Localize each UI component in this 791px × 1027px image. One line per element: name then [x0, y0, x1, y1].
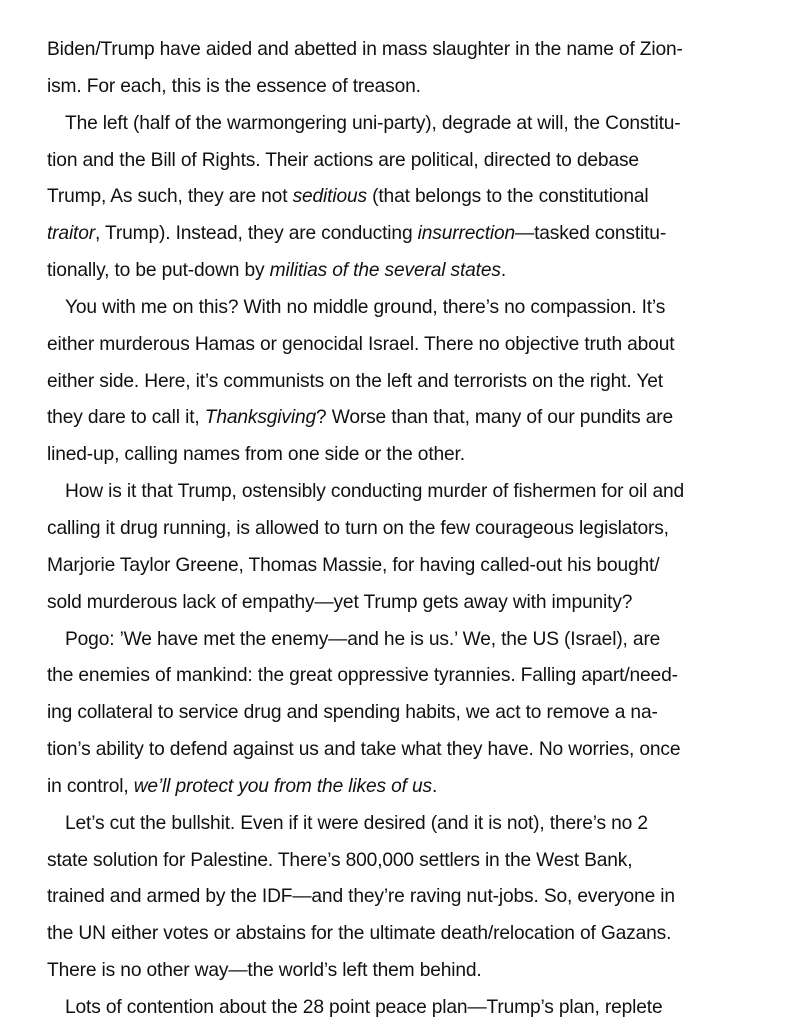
text-run: lined-up, calling names from one side or the other.: [47, 444, 465, 466]
text-run: in control,: [47, 775, 134, 797]
text-run: state solution for Palestine. There’s 800,000 settlers in the West Bank,: [47, 849, 633, 871]
text-line: [47, 585, 745, 622]
text-line: [47, 548, 745, 585]
text-run: ism. For each, this is the essence of treason.: [47, 75, 421, 97]
text-run: Marjorie Taylor Greene, Thomas Massie, for having called-out his bought/: [47, 554, 660, 576]
paragraph: [47, 290, 745, 474]
text-line: [47, 953, 745, 990]
text-line: [47, 806, 745, 843]
text-line: [47, 732, 745, 769]
text-line: [47, 474, 745, 511]
paragraph: [47, 990, 745, 1027]
text-run: Lots of contention about the 28 point peace plan—Trump’s plan, replete: [65, 996, 663, 1018]
text-run: How is it that Trump, ostensibly conducting murder of fishermen for oil and: [65, 481, 685, 503]
emphasized-text: we’ll protect you from the likes of us: [133, 775, 432, 797]
text-run: calling it drug running, is allowed to turn on the few courageous legislators,: [47, 517, 669, 539]
text-line: [47, 106, 745, 143]
text-run: Pogo: ’We have met the enemy—and he is us.’ We, the US (Israel), are: [65, 628, 661, 650]
text-run: Let’s cut the bullshit. Even if it were desired (and it is not), there’s no 2: [65, 812, 648, 834]
text-line: [47, 769, 745, 806]
text-run: sold murderous lack of empathy—yet Trump gets away with impunity?: [47, 591, 633, 613]
text-run: the enemies of mankind: the great oppressive tyrannies. Falling apart/need-: [47, 665, 678, 687]
text-line: [47, 916, 745, 953]
text-line: [47, 658, 745, 695]
paragraph: [47, 474, 745, 621]
text-line: [47, 400, 745, 437]
text-run: (that belongs to the constitutional: [366, 186, 649, 208]
text-run: .: [500, 260, 507, 282]
emphasized-text: seditious: [292, 186, 367, 208]
text-run: .: [431, 775, 438, 797]
text-run: the UN either votes or abstains for the ultimate death/relocation of Gazans.: [47, 923, 672, 945]
text-line: [47, 879, 745, 916]
text-line: [47, 253, 745, 290]
text-run: ing collateral to service drug and spending habits, we act to remove a na-: [47, 702, 658, 724]
text-run: tion and the Bill of Rights. Their actions are political, directed to debase: [47, 149, 639, 171]
text-line: [47, 990, 745, 1027]
text-run: —tasked constitu-: [515, 223, 667, 245]
text-line: [47, 179, 745, 216]
document-page: [47, 32, 745, 1027]
text-line: [47, 69, 745, 106]
text-run: The left (half of the warmongering uni-party), degrade at will, the Constitu-: [65, 112, 681, 134]
text-run: Biden/Trump have aided and abetted in mass slaughter in the name of Zion-: [47, 39, 683, 60]
text-run: they dare to call it,: [47, 407, 205, 429]
text-line: [47, 437, 745, 474]
text-line: [47, 216, 745, 253]
text-line: [47, 622, 745, 659]
text-line: [47, 32, 745, 69]
text-run: Trump, As such, they are not: [47, 186, 293, 208]
paragraph: [47, 106, 745, 290]
emphasized-text: traitor: [47, 223, 95, 245]
emphasized-text: insurrection: [417, 223, 516, 245]
text-run: ? Worse than that, many of our pundits are: [316, 407, 674, 429]
text-run: , Trump). Instead, they are conducting: [95, 223, 418, 245]
text-run: tionally, to be put-down by: [47, 260, 270, 282]
text-line: [47, 327, 745, 364]
text-run: There is no other way—the world’s left them behind.: [47, 960, 482, 982]
text-run: tion’s ability to defend against us and take what they have. No worries, once: [47, 739, 681, 761]
paragraph: [47, 622, 745, 806]
text-line: [47, 511, 745, 548]
text-line: [47, 290, 745, 327]
text-line: [47, 143, 745, 180]
text-run: either murderous Hamas or genocidal Israel. There no objective truth about: [47, 333, 675, 355]
emphasized-text: militias of the several states: [269, 260, 501, 282]
paragraph: [47, 32, 745, 106]
emphasized-text: Thanksgiving: [204, 407, 317, 429]
text-run: You with me on this? With no middle ground, there’s no compassion. It’s: [65, 296, 666, 318]
text-run: trained and armed by the IDF—and they’re raving nut-jobs. So, everyone in: [47, 886, 675, 908]
text-run: either side. Here, it’s communists on the left and terrorists on the right. Yet: [47, 370, 663, 392]
text-line: [47, 364, 745, 401]
text-line: [47, 695, 745, 732]
paragraph: [47, 806, 745, 990]
text-line: [47, 843, 745, 880]
